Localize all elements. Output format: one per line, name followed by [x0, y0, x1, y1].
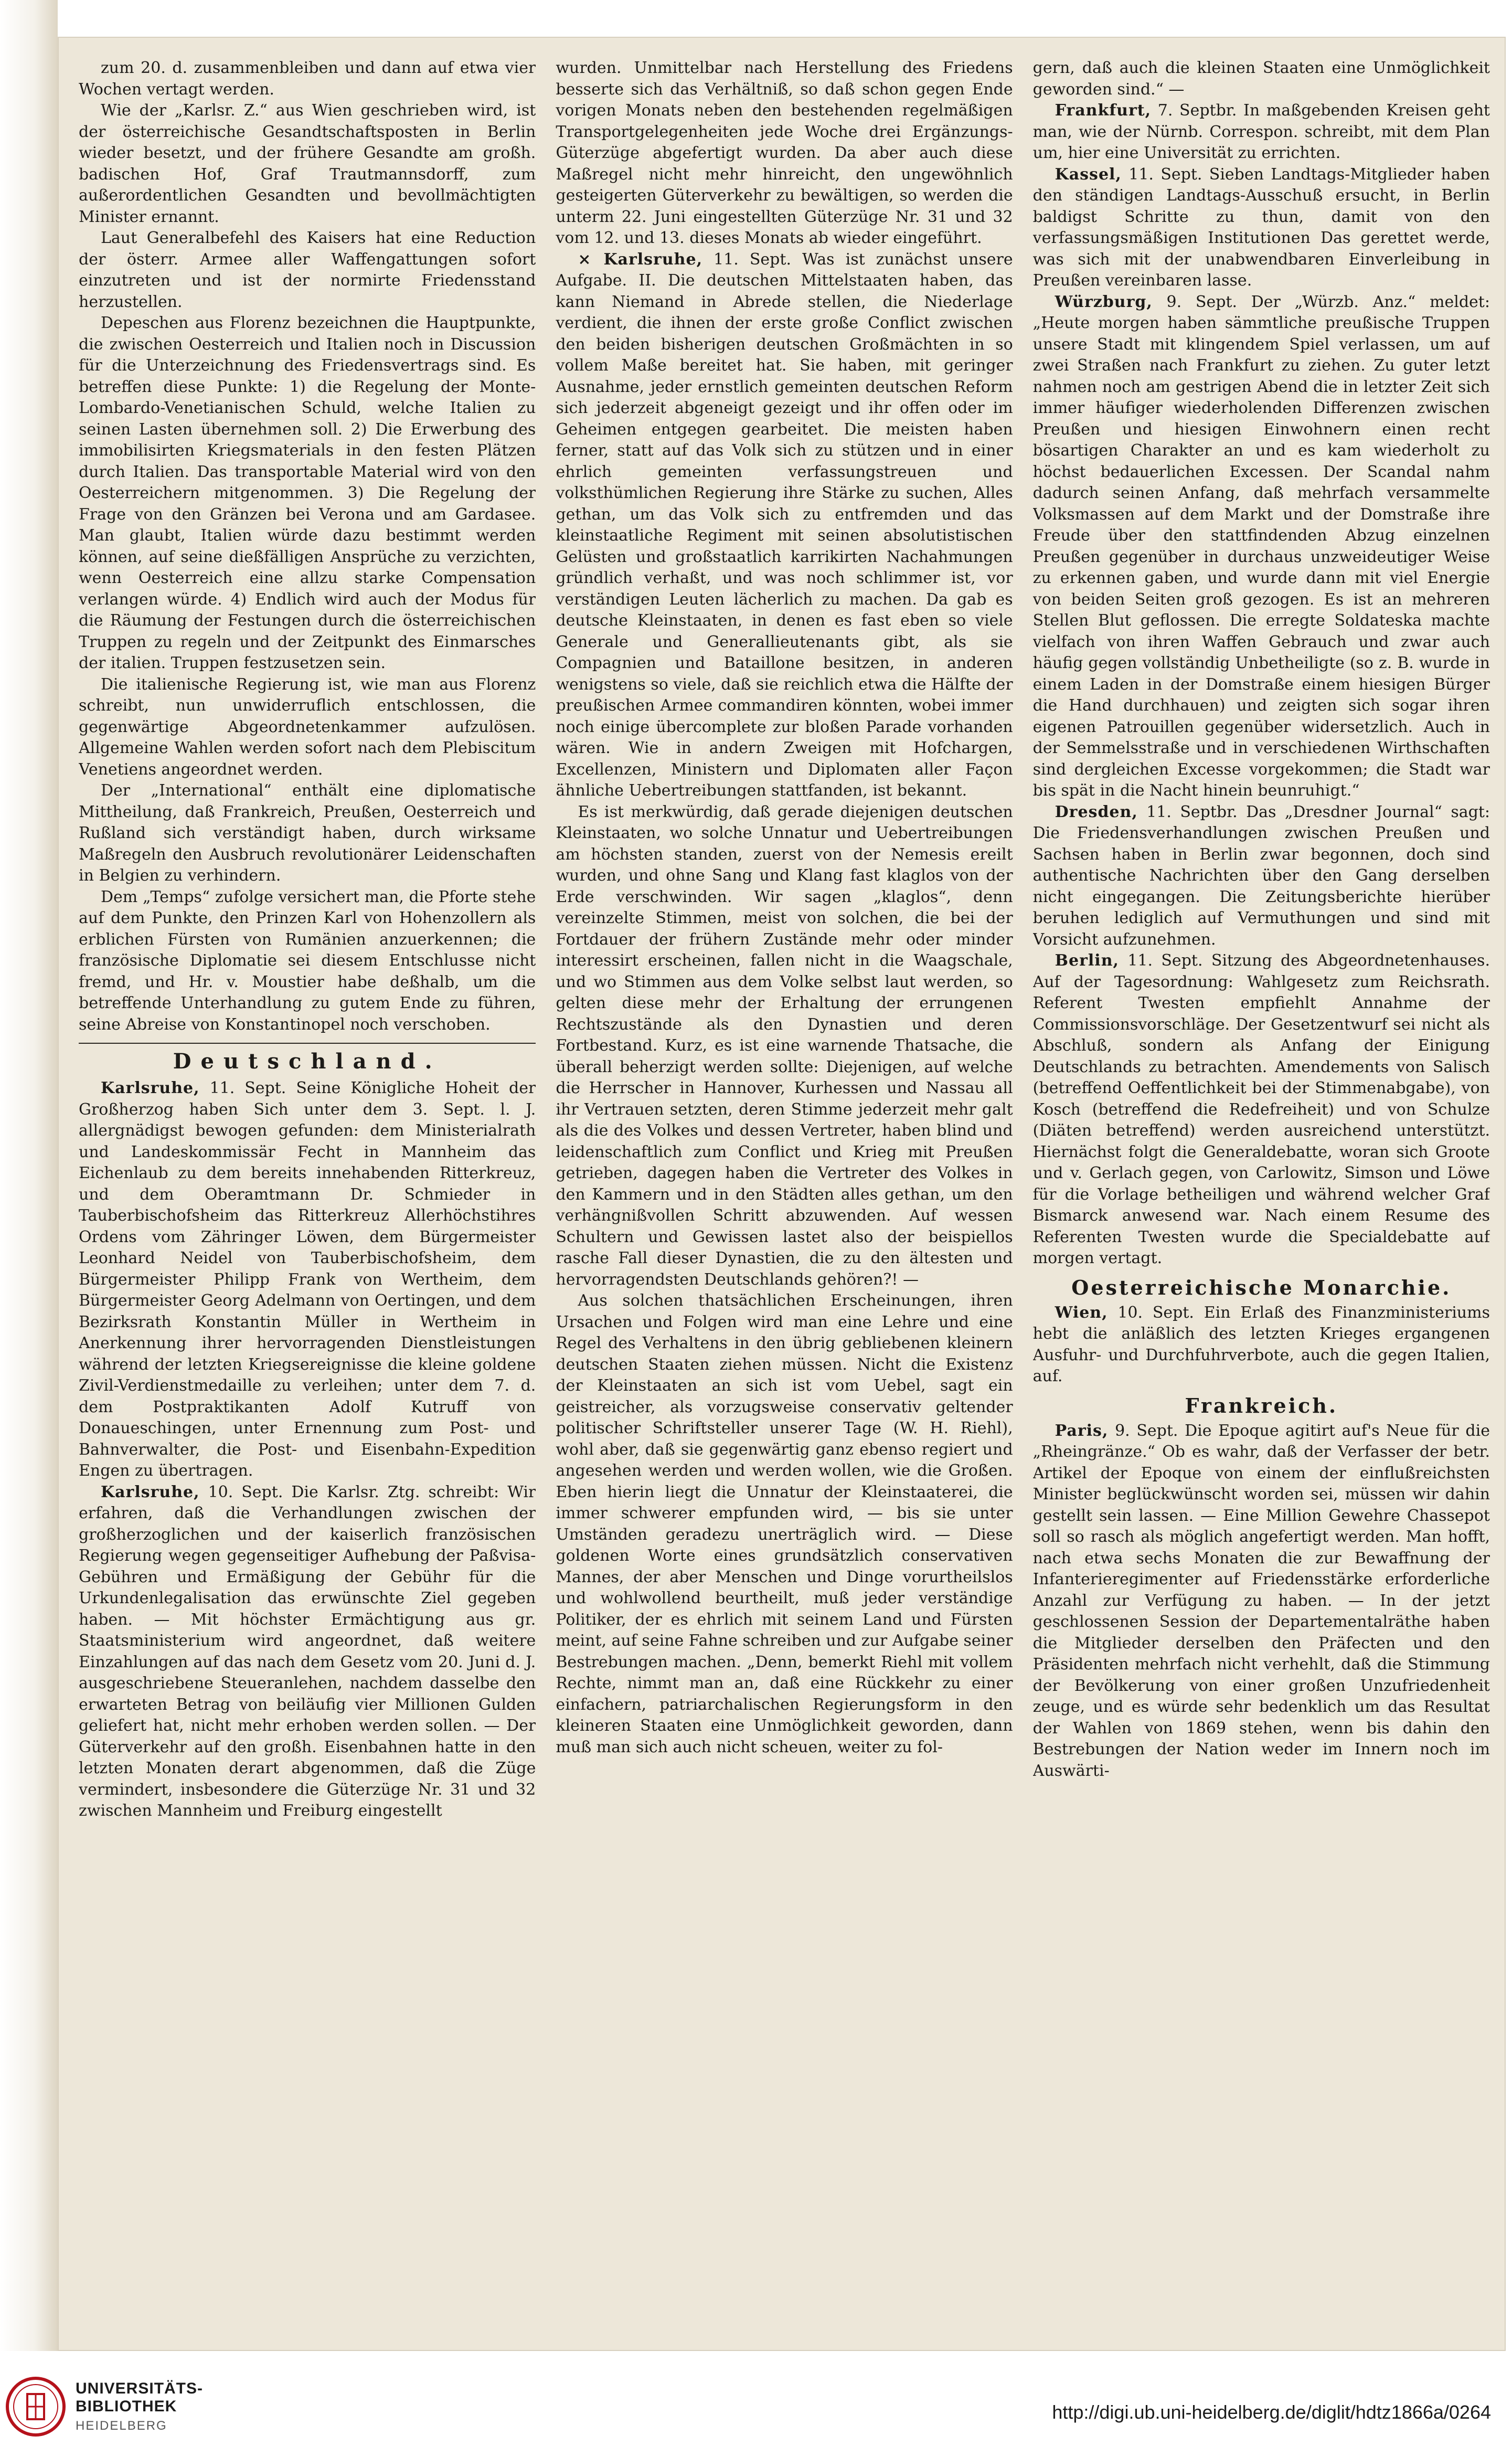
paragraph-text: Die italienische Regierung ist, wie man aus Florenz schreibt, nun unwiderruflich entschlossen, die gegenwärtige Abgeordnetenkammer aufzulösen. Allgemeine Wahlen werden sofort nach dem Plebiscitum Venetiens angeordnet werden.: [79, 675, 536, 779]
article-paragraph: [79, 100, 536, 228]
paragraph-text: 10. Sept. Ein Erlaß des Finanzministeriums hebt die anläßlich des letzten Krieges ergangenen Ausfuhr- und Durchfuhrverbote, auch die gegen Italien, auf.: [1032, 1303, 1490, 1385]
article-paragraph: [1033, 292, 1490, 802]
article-paragraph: [1033, 950, 1490, 1269]
article-paragraph: [79, 58, 536, 100]
article-paragraph: [79, 313, 536, 674]
scan-margin: [0, 0, 58, 2457]
section-heading: Deutschland.: [79, 1043, 536, 1074]
paragraph-text: 11. Sept. Sieben Landtags-Mitglieder haben den ständigen Landtags-Ausschuß ersucht, in Berlin baldigst Schritte zu thun, damit von den verfassungsmäßigen Institutionen Das gerettet werde, was sich mit der unabwendbaren Einverleibung in Preußen vereinbaren lasse.: [1032, 165, 1490, 290]
paragraph-text: zum 20. d. zusammenbleiben und dann auf etwa vier Wochen vertagt werden.: [79, 59, 536, 99]
column-2: [556, 58, 1013, 2340]
library-name-line3: HEIDELBERG: [76, 2419, 167, 2433]
article-paragraph: [1033, 58, 1490, 100]
paragraph-text: wurden. Unmittelbar nach Herstellung des Friedens besserte sich das Verhältniß, so daß schon gegen Ende vorigen Monats neben den bestehenden regelmäßigen Transportgelegenheiten jede Woche drei Ergänzungs-Güterzüge abgefertigt wurden. Da aber auch diese Maßregel nicht mehr hinreicht, den ungewöhnlich gesteigerten Güterverkehr zu bewältigen, so werden die unterm 22. Juni eingestellten Güterzüge Nr. 31 und 32 vom 12. und 13. dieses Monats ab wieder eingeführt.: [556, 59, 1013, 247]
dateline: Karlsruhe,: [101, 1079, 200, 1097]
paragraph-text: Laut Generalbefehl des Kaisers hat eine Reduction der österr. Armee aller Waffengattungen sofort einzutreten und ist der normirte Friedensstand herzustellen.: [79, 229, 536, 311]
dateline: Wien,: [1055, 1303, 1108, 1322]
article-paragraph: [1033, 802, 1490, 951]
paragraph-text: Es ist merkwürdig, daß gerade diejenigen deutschen Kleinstaaten, wo solche Unnatur und Uebertreibungen am höchsten standen, zuerst von der Nemesis ereilt wurden, und ohne Sang und Klang fast klaglos von der Erde verschwinden. Wir sagen „klaglos“, denn vereinzelte Stimmen, meist von solchen, die bei der Fortdauer der frühern Zustände mehr oder minder interessirt erscheinen, fallen nicht in die Waagschale, und wo Stimmen aus dem Volke selbst laut werden, so gelten diese mehr der Erhaltung der errungenen Rechtszustände als den Dynastien und deren Fortbestand. Kurz, es ist eine warnende Thatsache, die überall beherzigt werden sollte: Diejenigen, auf welche die Herrscher in Hannover, Kurhessen und Nassau all ihr Vertrauen setzten, deren Stimme jederzeit mehr galt als die des Volkes und dessen Vertreter, haben blind und leidenschaftlich zum Conflict und Krieg mit Preußen getrieben, dagegen haben die Vertreter des Volkes in den Kammern und in den Städten alles gethan, um den verhängnißvollen Schritt abzuwenden. Auf wessen Schultern und Gewissen lastet also der beispiellos rasche Fall dieser Dynastien, die zu den ältesten und hervorragendsten Deutschlands gehören?! —: [556, 802, 1013, 1289]
paragraph-text: 9. Sept. Der „Würzb. Anz.“ meldet: „Heute morgen haben sämmtliche preußische Truppen unsere Stadt mit klingendem Spiel verlassen, um auf zwei Straßen nach Frankfurt zu ziehen. Zu guter letzt nahmen noch am gestrigen Abend die in letzter Zeit sich immer häufiger wiederholenden Differenzen zwischen Preußen und hiesigen Einwohnern einen recht bösartigen Charakter an und es kam wiederholt zu höchst bedauerlichen Excessen. Der Scandal nahm dadurch seinen Anfang, daß mehrfach versammelte Volksmassen auf dem Markt und der Domstraße ihre Freude über den stattfindenden Abzug einzelnen Preußen gegenüber in durchaus unzweideutiger Weise zu erkennen gaben, und wurde dann mit viel Energie von beiden Seiten groß gezogen. Es ist an mehreren Stellen Blut geflossen. Die erregte Soldateska machte vielfach von ihren Waffen Gebrauch und zwar auch häufig gegen vollständig Unbetheiligte (so z. B. wurde in einem Laden in der Domstraße einem hiesigen Bürger die Hand durchhauen) und zeigten sich sogar ihren eigenen Patrouillen gegenüber widersetzlich. Auch in der Semmelsstraße und in verschiedenen Wirthschaften sind dergleichen Excesse vorgekommen; die Stadt war bis spät in die Nacht hinein beunruhigt.“: [1032, 292, 1490, 800]
article-paragraph: [556, 249, 1013, 802]
dateline: Karlsruhe,: [101, 1482, 200, 1501]
library-seal-icon: [4, 2375, 67, 2438]
paragraph-text: gern, daß auch die kleinen Staaten eine Unmöglichkeit geworden sind.“ —: [1032, 59, 1490, 99]
library-name: [76, 2380, 203, 2433]
paragraph-text: Wie der „Karlsr. Z.“ aus Wien geschrieben wird, ist der österreichische Gesandtschaftsposten in Berlin wieder besetzt, und der frühere Gesandte am großh. badischen Hof, Graf Trautmannsdorff, zum außerordentlichen Gesandten und bevollmächtigten Minister ernannt.: [79, 101, 536, 226]
paragraph-text: 9. Sept. Die Epoque agitirt auf's Neue für die „Rheingränze.“ Ob es wahr, daß der Verfasser der betr. Artikel der Epoque von einem der einflußreichsten Minister beglückwünscht worden sei, müssen wir dahin gestellt sein lassen. — Eine Million Gewehre Chassepot soll so rasch als möglich angefertigt werden. Man hofft, nach etwa sechs Monaten die zur Bewaffnung der Infanterieregimenter auf Friedensstärke erforderliche Anzahl zur Verfügung zu haben. — In der jetzt geschlossenen Session der Departementalräthe haben die Mitglieder derselben den Präfecten und den Präsidenten mehrfach nicht verhehlt, daß die Stimmung der Bevölkerung von einer großen Unzufriedenheit zeuge, und es würde sehr bedenklich um das Resultat der Wahlen von 1869 stehen, wenn bis dahin den Bestrebungen der Nation weder im Innern noch im Auswärti-: [1032, 1421, 1490, 1780]
paragraph-text: 11. Sept. Was ist zunächst unsere Aufgabe. II. Die deutschen Mittelstaaten haben, das kann Niemand in Abrede stellen, die Niederlage verdient, die ihnen der erste große Conflict zwischen den beiden bisherigen deutschen Großmächten in so vollem Maße bereitet hat. Sie haben, mit geringer Ausnahme, jeder ernstlich gemeinten deutschen Reform sich jederzeit abgeneigt gezeigt und ihr offen oder im Geheimen entgegen gearbeitet. Die meisten haben ferner, statt auf das Volk sich zu stützen und in einer ehrlich gemeinten verfassungstreuen und volksthümlichen Regierung ihre Stärke zu suchen, Alles gethan, um das Volk sich zu entfremden und das kleinstaatliche Regiment mit seinen absolutistischen Gelüsten und großstaatlich karrikirten Nachahmungen gründlich verhaßt, und was noch schlimmer ist, vor verständigen Leuten lächerlich zu machen. Da gab es deutsche Kleinstaaten, in denen es fast eben so viele Generale und Generallieutenants gibt, als sie Compagnien und Bataillone besitzen, in anderen wenigstens so viele, daß sie reichlich etwa die Hälfte der preußischen Armee commandiren könnten, wobei immer noch einige übercomplete zur bloßen Parade vorhanden wären. Wie in andern Zweigen mit Hofchargen, Excellenzen, Ministern und Diplomaten aller Façon ähnliche Uebertreibungen stattfanden, ist bekannt.: [556, 250, 1013, 800]
paragraph-text: 7. Septbr. In maßgebenden Kreisen geht man, wie der Nürnb. Correspon. schreibt, mit dem Plan um, hier eine Universität zu errichten.: [1032, 101, 1490, 162]
paragraph-text: Dem „Temps“ zufolge versichert man, die Pforte stehe auf dem Punkte, den Prinzen Karl von Hohenzollern als erblichen Fürsten von Rumänien anzuerkennen; die französische Diplomatie sei diesem Entschlusse nicht fremd, und Hr. v. Moustier habe deßhalb, um die betreffende Unterhandlung zu gutem Ende zu führen, seine Abreise von Konstantinopel noch verschoben.: [79, 887, 536, 1034]
newspaper-page: [58, 37, 1506, 2351]
dateline: Würzburg,: [1055, 292, 1153, 311]
library-logo[interactable]: [4, 2375, 203, 2438]
dateline: Dresden,: [1055, 802, 1138, 821]
article-paragraph: [79, 1482, 536, 1822]
dateline: Paris,: [1055, 1421, 1109, 1440]
article-paragraph: [1033, 100, 1490, 164]
article-paragraph: [79, 780, 536, 887]
dateline: Kassel,: [1055, 165, 1122, 184]
article-paragraph: [79, 1078, 536, 1482]
article-paragraph: [556, 58, 1013, 249]
library-name-line2: BIBLIOTHEK: [76, 2398, 177, 2415]
paragraph-text: Der „International“ enthält eine diplomatische Mittheilung, daß Frankreich, Preußen, Oesterreich und Rußland sich verständigt haben, durch wirksame Maßregeln den Ausbruch revolutionärer Leidenschaften in Belgien zu verhindern.: [79, 781, 536, 885]
dateline: × Karlsruhe,: [578, 250, 703, 269]
article-paragraph: [1033, 1421, 1490, 1782]
article-paragraph: [79, 228, 536, 313]
permalink-url[interactable]: http://digi.ub.uni-heidelberg.de/diglit/hdtz1866a/0264: [1052, 2401, 1491, 2423]
column-container: [79, 58, 1490, 2340]
article-paragraph: [1033, 1302, 1490, 1388]
section-subheading: Oesterreichische Monarchie.: [1071, 1275, 1452, 1299]
paragraph-text: Aus solchen thatsächlichen Erscheinungen, ihren Ursachen und Folgen wird man eine Lehre und eine Regel des Verhaltens in den übrig gebliebenen kleinern deutschen Staaten ziehen müssen. Nicht die Existenz der Kleinstaaten an sich ist vom Uebel, sagt ein geistreicher, als vorzugsweise conservativ geltender politischer Schriftsteller unserer Tage (W. H. Riehl), wohl aber, daß sie gegenwärtig ganz ebenso regiert und angesehen werden und werden wollen, wie die Großen. Eben hierin liegt die Unnatur der Kleinstaaterei, die immer schwerer empfunden wird, — bis sie unter Umständen geradezu unerträglich wird. — Diese goldenen Worte eines grundsätzlich conservativen Mannes, der aber Menschen und Dinge vorurtheilslos und wohlwollend beurtheilt, muß jeder verständige Politiker, der es ehrlich mit seinem Land und Fürsten meint, auf seine Fahne schreiben und zur Aufgabe seiner Bestrebungen machen. „Denn, bemerkt Riehl mit vollem Rechte, nimmt man an, daß eine Rückkehr zu einer einfachern, patriarchalischen Regierungsform in den kleineren Staaten eine Unmöglichkeit geworden, dann muß man sich auch nicht scheuen, weiter zu fol-: [556, 1291, 1013, 1756]
paragraph-text: 11. Septbr. Das „Dresdner Journal“ sagt: Die Friedensverhandlungen zwischen Preußen und Sachsen haben in Berlin zwar begonnen, doch sind authentische Nachrichten über den Gang derselben nicht eingegangen. Die Zeitungsberichte hierüber beruhen lediglich auf Vermuthungen und sind mit Vorsicht aufzunehmen.: [1032, 802, 1490, 949]
column-3: [1033, 58, 1490, 2340]
article-paragraph: [556, 1290, 1013, 1758]
dateline: Frankfurt,: [1055, 101, 1152, 120]
footer-bar: [0, 2351, 1512, 2457]
paragraph-text: 10. Sept. Die Karlsr. Ztg. schreibt: Wir erfahren, daß die Verhandlungen zwischen der großherzoglichen und der kaiserlich französischen Regierung wegen gegenseitiger Aufhebung der Paßvisa-Gebühren und Ermäßigung der Gebühr für die Urkundenlegalisation das erwünschte Ziel gegeben haben. — Mit höchster Ermächtigung aus gr. Staatsministerium wird angeordnet, daß weitere Einzahlungen auf das nach dem Gesetz vom 20. Juni d. J. ausgeschriebene Steueranlehen, nachdem dasselbe den erwarteten Betrag von beiläufig vier Millionen Gulden geliefert hat, nicht mehr erhoben werden sollen. — Der Güterverkehr auf den großh. Eisenbahnen hatte in den letzten Monaten derart abgenommen, daß die Züge vermindert, insbesondere die Güterzüge Nr. 31 und 32 zwischen Mannheim und Freiburg eingestellt: [79, 1482, 536, 1820]
column-1: [79, 58, 536, 2340]
library-name-line1: UNIVERSITÄTS-: [76, 2380, 204, 2397]
article-paragraph: [1033, 164, 1490, 292]
section-subheading: Frankreich.: [1185, 1393, 1338, 1417]
article-paragraph: [79, 674, 536, 781]
paragraph-text: 11. Sept. Seine Königliche Hoheit der Großherzog haben Sich unter dem 3. Sept. l. J. allergnädigst bewogen gefunden: dem Ministerialrath und Landeskommissär Fecht in Mannheim das Eichenlaub zu dem bereits innehabenden Ritterkreuz, und dem Oberamtmann Dr. Schmieder in Tauberbischofsheim das Ritterkreuz Allerhöchstihres Ordens vom Zähringer Löwen, dem Bürgermeister Leonhard Neidel von Tauberbischofsheim, dem Bürgermeister Philipp Frank von Wertheim, dem Bürgermeister Georg Adelmann von Oertingen, und dem Bezirksrath Konstantin Müller in Wertheim in Anerkennung ihrer hervorragenden Dienstleistungen während der letzten Kriegsereignisse die kleine goldene Zivil-Verdienstmedaille zu verleihen; unter dem 7. d. dem Postpraktikanten Adolf Kutruff von Donaueschingen, unter Ernennung zum Post- und Bahnverwalter, die Post- und Eisenbahn-Expedition Engen zu übertragen.: [79, 1079, 536, 1480]
article-paragraph: [556, 802, 1013, 1291]
paragraph-text: Depeschen aus Florenz bezeichnen die Hauptpunkte, die zwischen Oesterreich und Italien noch in Discussion für die Unterzeichnung des Friedensvertrags sind. Es betreffen diese Punkte: 1) die Regelung der Monte-Lombardo-Venetianischen Schuld, welche Italien zu seinen Lasten übernehmen soll. 2) Die Erwerbung des immobilisirten Kriegsmaterials in den festen Plätzen durch Italien. Das transportable Material wird von den Oesterreichern mitgenommen. 3) Die Regelung der Frage von den Gränzen bei Verona und am Gardasee. Man glaubt, Italien würde dazu bestimmt werden können, auf seine dießfälligen Ansprüche zu verzichten, wenn Oesterreich eine allzu starke Compensation verlangen würde. 4) Endlich wird auch der Modus für die Räumung der Festungen durch die österreichischen Truppen zu regeln und der Zeitpunkt des Einmarsches der italien. Truppen festzusetzen sein.: [79, 314, 536, 672]
dateline: Berlin,: [1055, 951, 1119, 970]
article-paragraph: [79, 887, 536, 1036]
paragraph-text: 11. Sept. Sitzung des Abgeordnetenhauses. Auf der Tagesordnung: Wahlgesetz zum Reichsrath. Referent Twesten empfiehlt Annahme der Commissionsvorschläge. Der Gesetzentwurf sei nicht als Abschluß, sondern als Anfang der Einigung Deutschlands zu betrachten. Amendements von Salisch (betreffend Oeffentlichkeit bei der Stimmenabgabe), von Kosch (betreffend die Redefreiheit) und von Schulze (Diäten betreffend) werden ausreichend unterstützt. Hiernächst folgt die Generaldebatte, woran sich Groote und v. Gerlach gegen, von Carlowitz, Simson und Löwe für die Vorlage betheiligen und während welcher Graf Bismarck anwesend war. Nach einem Resume des Referenten Twesten wurde die Specialdebatte auf morgen vertagt.: [1032, 951, 1490, 1267]
